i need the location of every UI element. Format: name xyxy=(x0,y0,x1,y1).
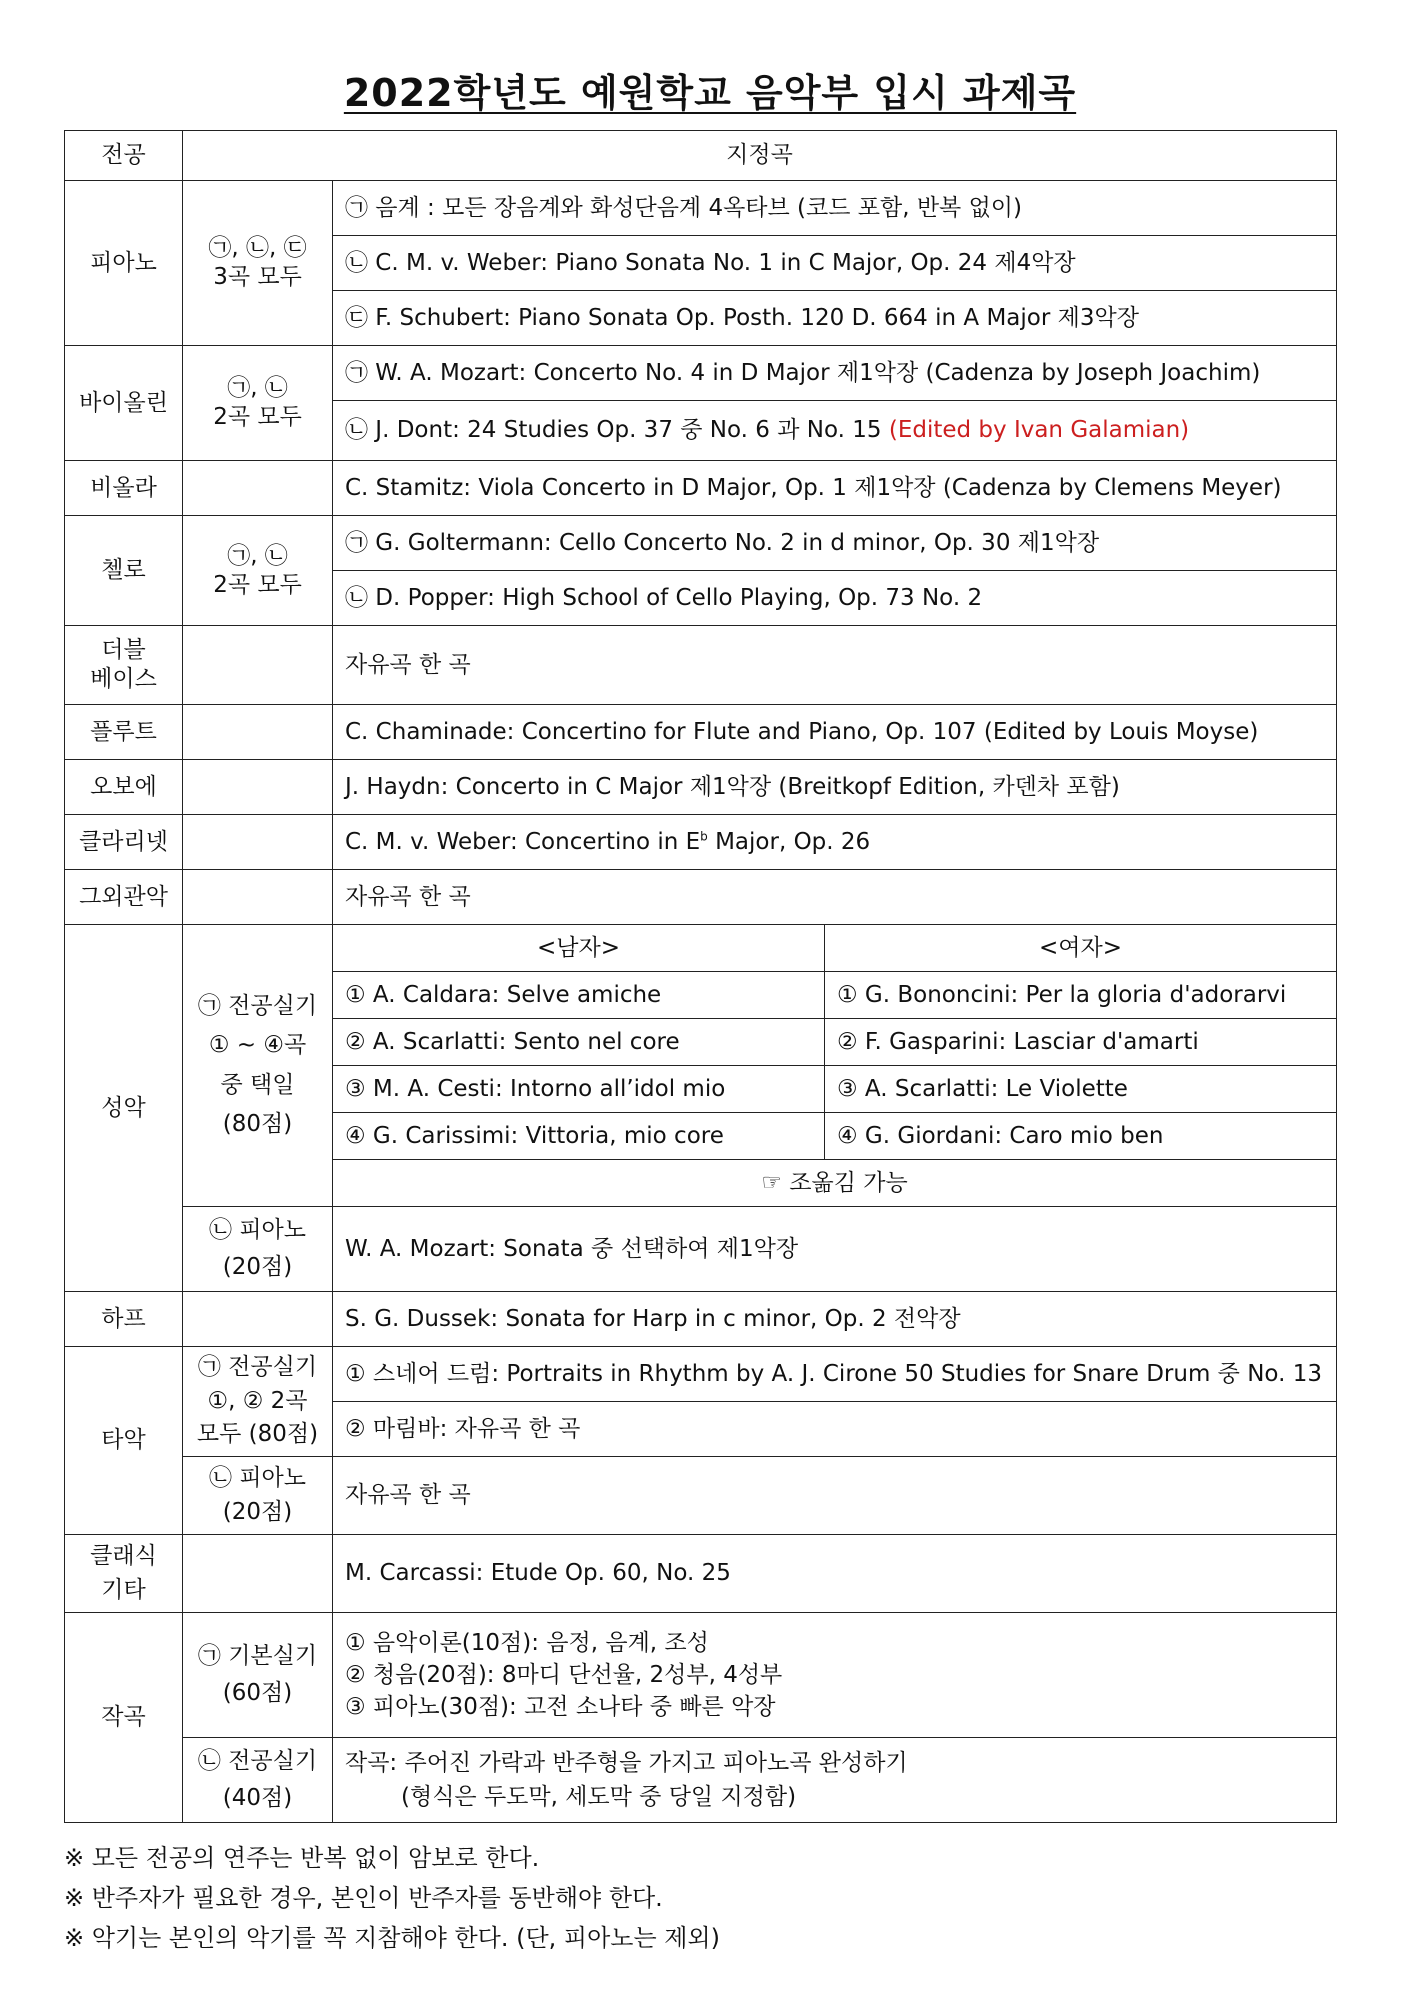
male-piece-2: ② A. Scarlatti: Sento nel core xyxy=(333,1019,825,1066)
violin-piece-1: ㉠ W. A. Mozart: Concerto No. 4 in D Major 제1악장 (Cadenza by Joseph Joachim) xyxy=(333,346,1337,401)
harp-piece: S. G. Dussek: Sonata for Harp in c minor, Op. 2 전악장 xyxy=(333,1292,1337,1347)
violin-requirement: ㉠, ㉡ 2곡 모두 xyxy=(183,346,333,461)
major-classical-guitar: 클래식 기타 xyxy=(65,1535,183,1613)
cello-piece-1: ㉠ G. Goltermann: Cello Concerto No. 2 in d minor, Op. 30 제1악장 xyxy=(333,516,1337,571)
transpose-note: ☞ 조옮김 가능 xyxy=(333,1160,1337,1207)
major-composition: 작곡 xyxy=(65,1613,183,1823)
violin-piece-2: ㉡ J. Dont: 24 Studies Op. 37 중 No. 6 과 No. 15 (Edited by Ivan Galamian) xyxy=(333,401,1337,461)
piano-row xyxy=(65,181,1337,236)
header-pieces: 지정곡 xyxy=(183,131,1337,181)
male-piece-1: ① A. Caldara: Selve amiche xyxy=(333,972,825,1019)
editor-note: (Edited by Ivan Galamian) xyxy=(888,417,1190,444)
header-row xyxy=(65,131,1337,181)
violin-row xyxy=(65,346,1337,401)
percussion-requirement-b: ㉡ 피아노 (20점) xyxy=(183,1457,333,1535)
vocal-piano-piece: W. A. Mozart: Sonata 중 선택하여 제1악장 xyxy=(333,1207,1337,1292)
major-other-winds: 그외관악 xyxy=(65,870,183,925)
guitar-row xyxy=(65,1535,1337,1613)
oboe-row xyxy=(65,760,1337,815)
male-piece-4: ④ G. Carissimi: Vittoria, mio core xyxy=(333,1113,825,1160)
piano-piece-3: ㉢ F. Schubert: Piano Sonata Op. Posth. 120 D. 664 in A Major 제3악장 xyxy=(333,291,1337,346)
cello-piece-2: ㉡ D. Popper: High School of Cello Playing, Op. 73 No. 2 xyxy=(333,571,1337,626)
composition-requirement-b: ㉡ 전공실기 (40점) xyxy=(183,1738,333,1823)
male-header: <남자> xyxy=(333,925,825,972)
percussion-requirement-a: ㉠ 전공실기 ①, ② 2곡 모두 (80점) xyxy=(183,1347,333,1457)
female-piece-2: ② F. Gasparini: Lasciar d'amarti xyxy=(825,1019,1337,1066)
cello-row xyxy=(65,516,1337,571)
major-percussion: 타악 xyxy=(65,1347,183,1535)
percussion-piece-2: ② 마림바: 자유곡 한 곡 xyxy=(333,1402,1337,1457)
percussion-row xyxy=(65,1347,1337,1402)
composition-major: 작곡: 주어진 가락과 반주형을 가지고 피아노곡 완성하기 (형식은 두도막, 세도막 중 당일 지정함) xyxy=(333,1738,1337,1823)
guitar-piece: M. Carcassi: Etude Op. 60, No. 25 xyxy=(333,1535,1337,1613)
piano-piece-1: ㉠ 음계 : 모든 장음계와 화성단음계 4옥타브 (코드 포함, 반복 없이) xyxy=(333,181,1337,236)
composition-row xyxy=(65,1613,1337,1738)
female-piece-4: ④ G. Giordani: Caro mio ben xyxy=(825,1113,1337,1160)
major-vocal: 성악 xyxy=(65,925,183,1292)
major-harp: 하프 xyxy=(65,1292,183,1347)
viola-piece: C. Stamitz: Viola Concerto in D Major, Op. 1 제1악장 (Cadenza by Clemens Meyer) xyxy=(333,461,1337,516)
major-flute: 플루트 xyxy=(65,705,183,760)
note-1: ※ 모든 전공의 연주는 반복 없이 암보로 한다. xyxy=(64,1844,540,1872)
note-2: ※ 반주자가 필요한 경우, 본인이 반주자를 동반해야 한다. xyxy=(64,1884,663,1912)
vocal-requirement-a: ㉠ 전공실기 ① ~ ④곡 중 택일 (80점) xyxy=(183,925,333,1207)
vocal-row xyxy=(65,925,1337,972)
clarinet-row xyxy=(65,815,1337,870)
flute-piece: C. Chaminade: Concertino for Flute and Piano, Op. 107 (Edited by Louis Moyse) xyxy=(333,705,1337,760)
harp-row xyxy=(65,1292,1337,1347)
brass-row xyxy=(65,870,1337,925)
footnotes xyxy=(64,1838,720,1958)
major-viola: 비올라 xyxy=(65,461,183,516)
female-piece-1: ① G. Bononcini: Per la gloria d'adorarvi xyxy=(825,972,1337,1019)
piano-requirement: ㉠, ㉡, ㉢ 3곡 모두 xyxy=(183,181,333,346)
major-piano: 피아노 xyxy=(65,181,183,346)
note-3: ※ 악기는 본인의 악기를 꼭 지참해야 한다. (단, 피아노는 제외) xyxy=(64,1924,720,1952)
female-header: <여자> xyxy=(825,925,1337,972)
piano-piece-2: ㉡ C. M. v. Weber: Piano Sonata No. 1 in C Major, Op. 24 제4악장 xyxy=(333,236,1337,291)
major-cello: 첼로 xyxy=(65,516,183,626)
vocal-requirement-b: ㉡ 피아노 (20점) xyxy=(183,1207,333,1292)
bass-row xyxy=(65,626,1337,705)
female-piece-3: ③ A. Scarlatti: Le Violette xyxy=(825,1066,1337,1113)
clarinet-piece: C. M. v. Weber: Concertino in $E^b$ Major, Op. 26 xyxy=(333,815,1337,870)
major-violin: 바이올린 xyxy=(65,346,183,461)
major-clarinet: 클라리넷 xyxy=(65,815,183,870)
oboe-piece: J. Haydn: Concerto in C Major 제1악장 (Breitkopf Edition, 카덴차 포함) xyxy=(333,760,1337,815)
header-major: 전공 xyxy=(65,131,183,181)
page-title: 2022학년도 예원학교 음악부 입시 과제곡 xyxy=(343,71,1077,115)
brass-piece: 자유곡 한 곡 xyxy=(333,870,1337,925)
composition-requirement-a: ㉠ 기본실기 (60점) xyxy=(183,1613,333,1738)
male-piece-3: ③ M. A. Cesti: Intorno all’idol mio xyxy=(333,1066,825,1113)
bass-piece: 자유곡 한 곡 xyxy=(333,626,1337,705)
major-oboe: 오보에 xyxy=(65,760,183,815)
composition-basic: ① 음악이론(10점): 음정, 음계, 조성 ② 청음(20점): 8마디 단선율, 2성부, 4성부 ③ 피아노(30점): 고전 소나타 중 빠른 악장 xyxy=(333,1613,1337,1738)
percussion-piece-1: ① 스네어 드럼: Portraits in Rhythm by A. J. Cirone 50 Studies for Snare Drum 중 No. 13 xyxy=(333,1347,1337,1402)
major-double-bass: 더블 베이스 xyxy=(65,626,183,705)
flute-row xyxy=(65,705,1337,760)
cello-requirement: ㉠, ㉡ 2곡 모두 xyxy=(183,516,333,626)
audition-table xyxy=(64,130,1337,1823)
viola-row xyxy=(65,461,1337,516)
percussion-piece-3: 자유곡 한 곡 xyxy=(333,1457,1337,1535)
